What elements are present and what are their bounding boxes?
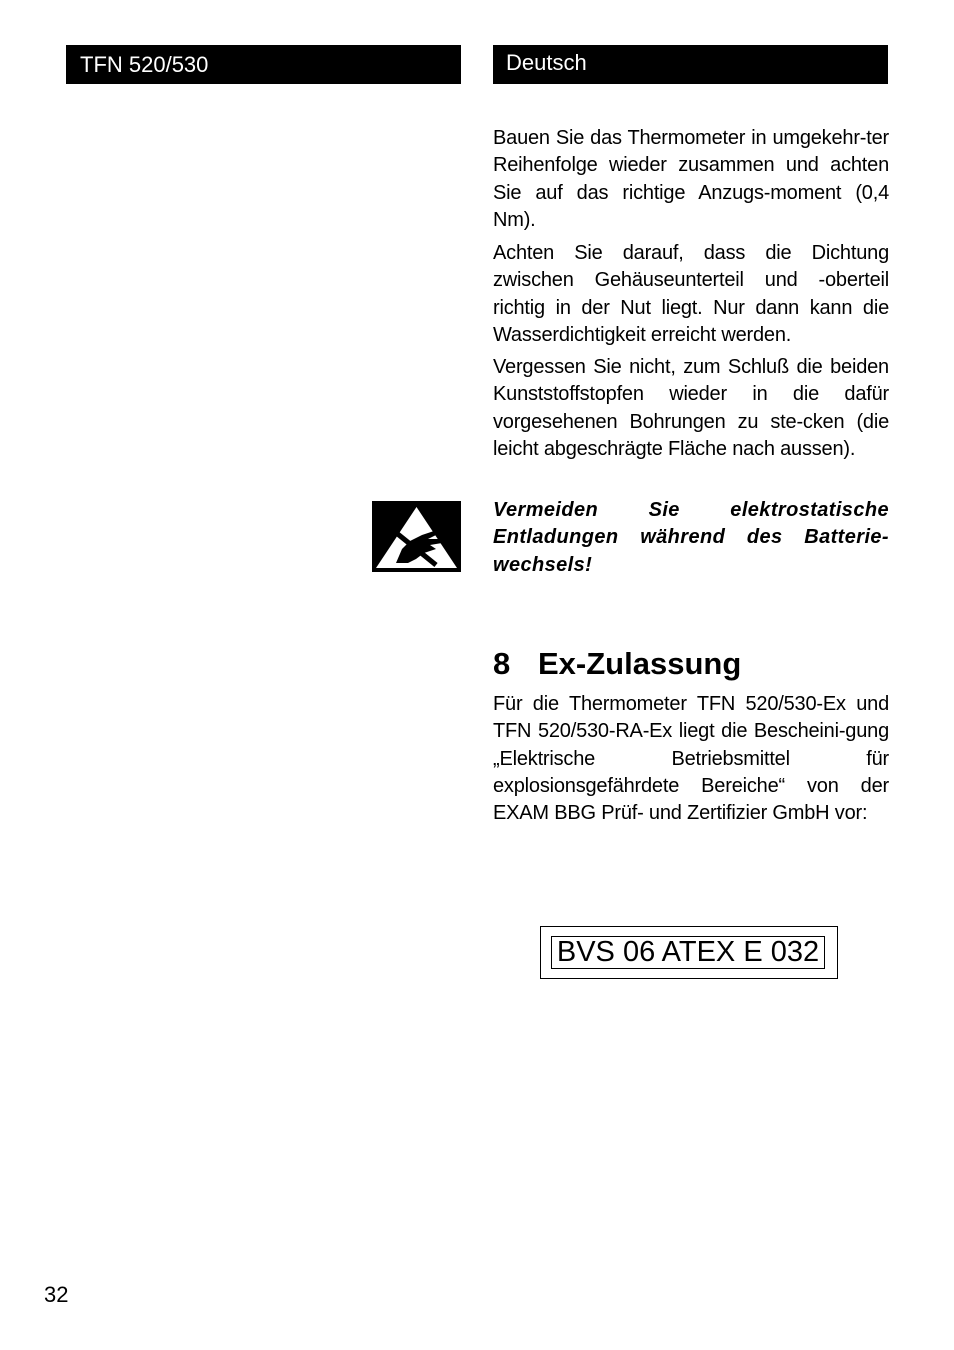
reassembly-paragraph: Bauen Sie das Thermometer in umgekehr-ter Reihenfolge wieder zusammen und achten Sie auf das richtige Anzugs-moment (0,4 Nm).	[493, 127, 889, 231]
header-language-title: Deutsch	[506, 50, 587, 75]
certificate-box	[540, 926, 838, 979]
esd-warning-text: Vermeiden Sie elektrostatische Entladungen während des Batterie-wechsels!	[493, 499, 889, 576]
section-heading	[493, 644, 741, 684]
page-number: 32	[44, 1282, 69, 1307]
seal-paragraph: Achten Sie darauf, dass die Dichtung zwischen Gehäuseunterteil und -oberteil richtig in der Nut liegt. Nur dann kann die Wasserdichtigkeit erreicht werden.	[493, 242, 889, 346]
header-bar-model	[66, 45, 461, 84]
header-model-title: TFN 520/530	[80, 52, 209, 77]
header-bar-language	[493, 45, 888, 84]
plug-paragraph: Vergessen Sie nicht, zum Schluß die beiden Kunststoffstopfen wieder in die dafür vorgesehenen Bohrungen zu ste-cken (die leicht abgeschrägte Fläche nach aussen).	[493, 356, 889, 460]
approval-paragraph: Für die Thermometer TFN 520/530-Ex und TFN 520/530-RA-Ex liegt die Bescheini-gung „Elektrische Betriebsmittel für explosionsgefährdete Bereiche“ von der EXAM BBG Prüf- und Zertifizier GmbH vor:	[493, 693, 889, 825]
esd-warning-icon	[372, 501, 461, 572]
certificate-number: BVS 06 ATEX E 032	[551, 936, 825, 969]
section-number: 8	[493, 646, 511, 681]
section-title: Ex-Zulassung	[538, 646, 742, 681]
